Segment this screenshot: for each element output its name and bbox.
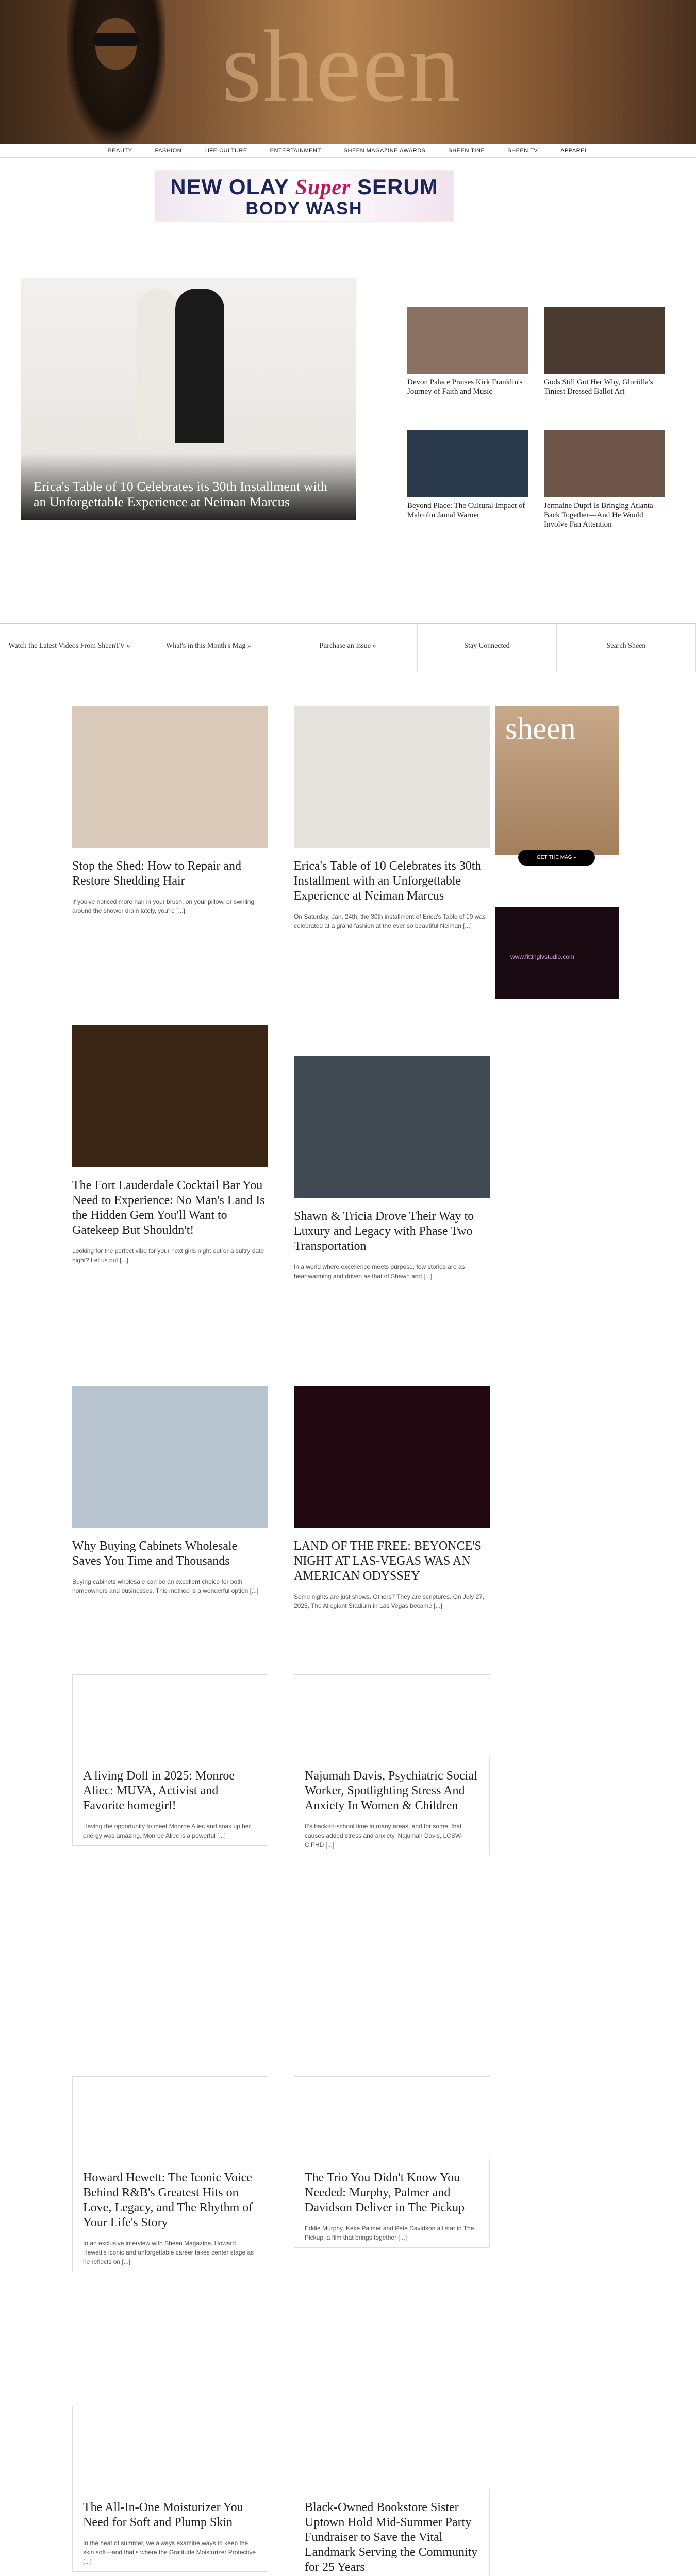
article-card[interactable]: [72, 1025, 268, 1265]
article-image: [294, 1386, 490, 1528]
article-excerpt: In an exclusive interview with Sheen Magazine, Howard Hewett's iconic and unforgettable career takes center stage as he reflects on [...]: [83, 2240, 254, 2265]
side-article-title[interactable]: Beyond Place: The Cultural Impact of Malcolm Jamal Warner: [407, 502, 525, 519]
main-nav: [0, 144, 696, 158]
quick-link[interactable]: Purchase an Issue »: [278, 624, 418, 672]
article-excerpt: It's back-to-school time in many areas, and for some, that causes added stress and anxiety. Najumah Davis, LCSW-C,PHD [...]: [305, 1823, 463, 1849]
site-logo[interactable]: sheen: [222, 10, 462, 124]
quick-link[interactable]: Watch the Latest Videos From SheenTV »: [0, 624, 139, 672]
side-article-title[interactable]: Jermaine Dupri Is Bringing Atlanta Back Together—And He Would Involve Fan Attention: [544, 502, 653, 529]
article-image: [73, 1675, 269, 1757]
side-article-image: [407, 307, 528, 374]
article-title[interactable]: Najumah Davis, Psychiatric Social Worker, Spotlighting Stress And Anxiety In Women & Children: [305, 1769, 477, 1812]
featured-article[interactable]: [21, 278, 356, 520]
quick-link[interactable]: Stay Connected: [418, 624, 557, 672]
side-article[interactable]: [407, 307, 528, 396]
article-image: [294, 706, 490, 848]
article-excerpt: Having the opportunity to meet Monroe Aliec and soak up her energy was amazing. Monroe Aliec is a powerful [...]: [83, 1823, 251, 1839]
article-card[interactable]: [72, 2406, 268, 2572]
article-image: [294, 2406, 490, 2489]
article-title[interactable]: LAND OF THE FREE: BEYONCE'S NIGHT AT LAS-VEGAS WAS AN AMERICAN ODYSSEY: [294, 1539, 482, 1583]
featured-title[interactable]: Erica's Table of 10 Celebrates its 30th Installment with an Unforgettable Experience at Neiman Marcus: [34, 479, 327, 510]
article-card[interactable]: [294, 1386, 490, 1611]
article-excerpt: Some nights are just shows. Others? They are scriptures. On July 27, 2025, The Allegiant Stadium in Las Vegas became [...]: [294, 1593, 485, 1609]
article-card[interactable]: [72, 1386, 268, 1596]
side-article-image: [544, 307, 665, 374]
article-image: [294, 2077, 490, 2159]
article-card[interactable]: [294, 2406, 490, 2576]
quick-link[interactable]: What's in this Month's Mag »: [139, 624, 278, 672]
article-title[interactable]: A living Doll in 2025: Monroe Aliec: MUVA, Activist and Favorite homegirl!: [83, 1769, 235, 1812]
article-title[interactable]: The Trio You Didn't Know You Needed: Murphy, Palmer and Davidson Deliver in The Pickup: [305, 2171, 465, 2214]
featured-person-2: [175, 289, 224, 443]
magazine-cover[interactable]: [495, 706, 619, 860]
article-excerpt: Buying cabinets wholesale can be an excellent choice for both homeowners and businesses. This method is a wonderful option [...]: [72, 1578, 259, 1595]
article-title[interactable]: Shawn & Tricia Drove Their Way to Luxury and Legacy with Phase Two Transportation: [294, 1210, 474, 1253]
sidebar-ad[interactable]: www.fittinglvstudio.com: [495, 907, 619, 999]
article-excerpt: On Saturday, Jan. 24th, the 30th installment of Erica's Table of 10 was celebrated at a grand fashion at the ever so beautiful Neiman [...]: [294, 913, 486, 929]
sidebar: [495, 706, 619, 999]
article-excerpt: Looking for the perfect vibe for your next girls night out or a sultry date night? Let us put [...]: [72, 1247, 264, 1264]
side-article-title[interactable]: Gods Still Got Her Why, Gloriilla's Tiniest Dressed Ballot Art: [544, 378, 653, 396]
site-header: [0, 0, 696, 144]
side-article-image: [407, 430, 528, 497]
nav-item[interactable]: SHEEN TV: [507, 147, 538, 154]
nav-item[interactable]: APPAREL: [560, 147, 588, 154]
article-image: [294, 1056, 490, 1198]
article-card[interactable]: [72, 706, 268, 916]
article-image: [72, 706, 268, 848]
quick-links-bar: [0, 623, 696, 672]
side-article[interactable]: [544, 430, 665, 529]
article-title[interactable]: Stop the Shed: How to Repair and Restore Shedding Hair: [72, 859, 241, 888]
side-article-title[interactable]: Devon Palace Praises Kirk Franklin's Journey of Faith and Music: [407, 378, 523, 396]
article-card[interactable]: [72, 1674, 268, 1846]
side-article-image: [544, 430, 665, 497]
article-card[interactable]: [294, 706, 490, 930]
article-title[interactable]: Howard Hewett: The Iconic Voice Behind R&B's Greatest Hits on Love, Legacy, and The Rhythm of Your Life's Story: [83, 2171, 253, 2229]
side-article[interactable]: [544, 307, 665, 396]
article-title[interactable]: Erica's Table of 10 Celebrates its 30th Installment with an Unforgettable Experience at Neiman Marcus: [294, 859, 482, 903]
article-image: [72, 1386, 268, 1528]
article-excerpt: Eddie Murphy, Keke Palmer and Pete Davidson all star in The Pickup, a film that brings together [...]: [305, 2225, 474, 2241]
article-title[interactable]: The All-In-One Moisturizer You Need for Soft and Plump Skin: [83, 2501, 243, 2529]
get-the-mag-button[interactable]: GET THE MAG »: [518, 850, 595, 866]
article-title[interactable]: Black-Owned Bookstore Sister Uptown Hold Mid-Summer Party Fundraiser to Save the Vital Landmark Serving the Community for 25 Years: [305, 2501, 478, 2574]
ad-banner[interactable]: NEW OLAY Super SERUM BODY WASH: [155, 170, 454, 222]
article-excerpt: If you've noticed more hair in your brush, on your pillow, or swirling around the shower drain lately, you're [...]: [72, 898, 255, 914]
article-image: [73, 2077, 269, 2159]
article-excerpt: In the heat of summer, we always examine ways to keep the skin soft—and that's where the Gratitude Moisturizer Protective [...]: [83, 2539, 256, 2565]
nav-item[interactable]: FASHION: [155, 147, 182, 154]
article-image: [294, 1675, 490, 1757]
nav-item[interactable]: SHEEN TINE: [448, 147, 485, 154]
article-card[interactable]: [72, 2076, 268, 2272]
article-card[interactable]: [294, 1056, 490, 1281]
nav-item[interactable]: ENTERTAINMENT: [270, 147, 321, 154]
quick-link[interactable]: Search Sheen: [557, 624, 696, 672]
nav-item[interactable]: LIFE CULTURE: [204, 147, 247, 154]
article-card[interactable]: [294, 2076, 490, 2248]
nav-item[interactable]: BEAUTY: [108, 147, 132, 154]
side-article[interactable]: [407, 430, 528, 520]
header-model-glasses: [93, 33, 139, 46]
article-title[interactable]: Why Buying Cabinets Wholesale Saves You Time and Thousands: [72, 1539, 238, 1568]
sidebar-cover-logo: sheen: [505, 711, 576, 745]
article-excerpt: In a world where excellence meets purpose, few stories are as heartwarming and driven as that of Shawn and [...]: [294, 1263, 465, 1280]
article-card[interactable]: [294, 1674, 490, 1855]
featured-person-1: [137, 289, 178, 443]
nav-item[interactable]: SHEEN MAGAZINE AWARDS: [343, 147, 426, 154]
article-image: [73, 2406, 269, 2489]
article-image: [72, 1025, 268, 1167]
article-title[interactable]: The Fort Lauderdale Cocktail Bar You Need to Experience: No Man's Land Is the Hidden Gem You'll Want to Gatekeep But Shouldn't!: [72, 1179, 265, 1237]
